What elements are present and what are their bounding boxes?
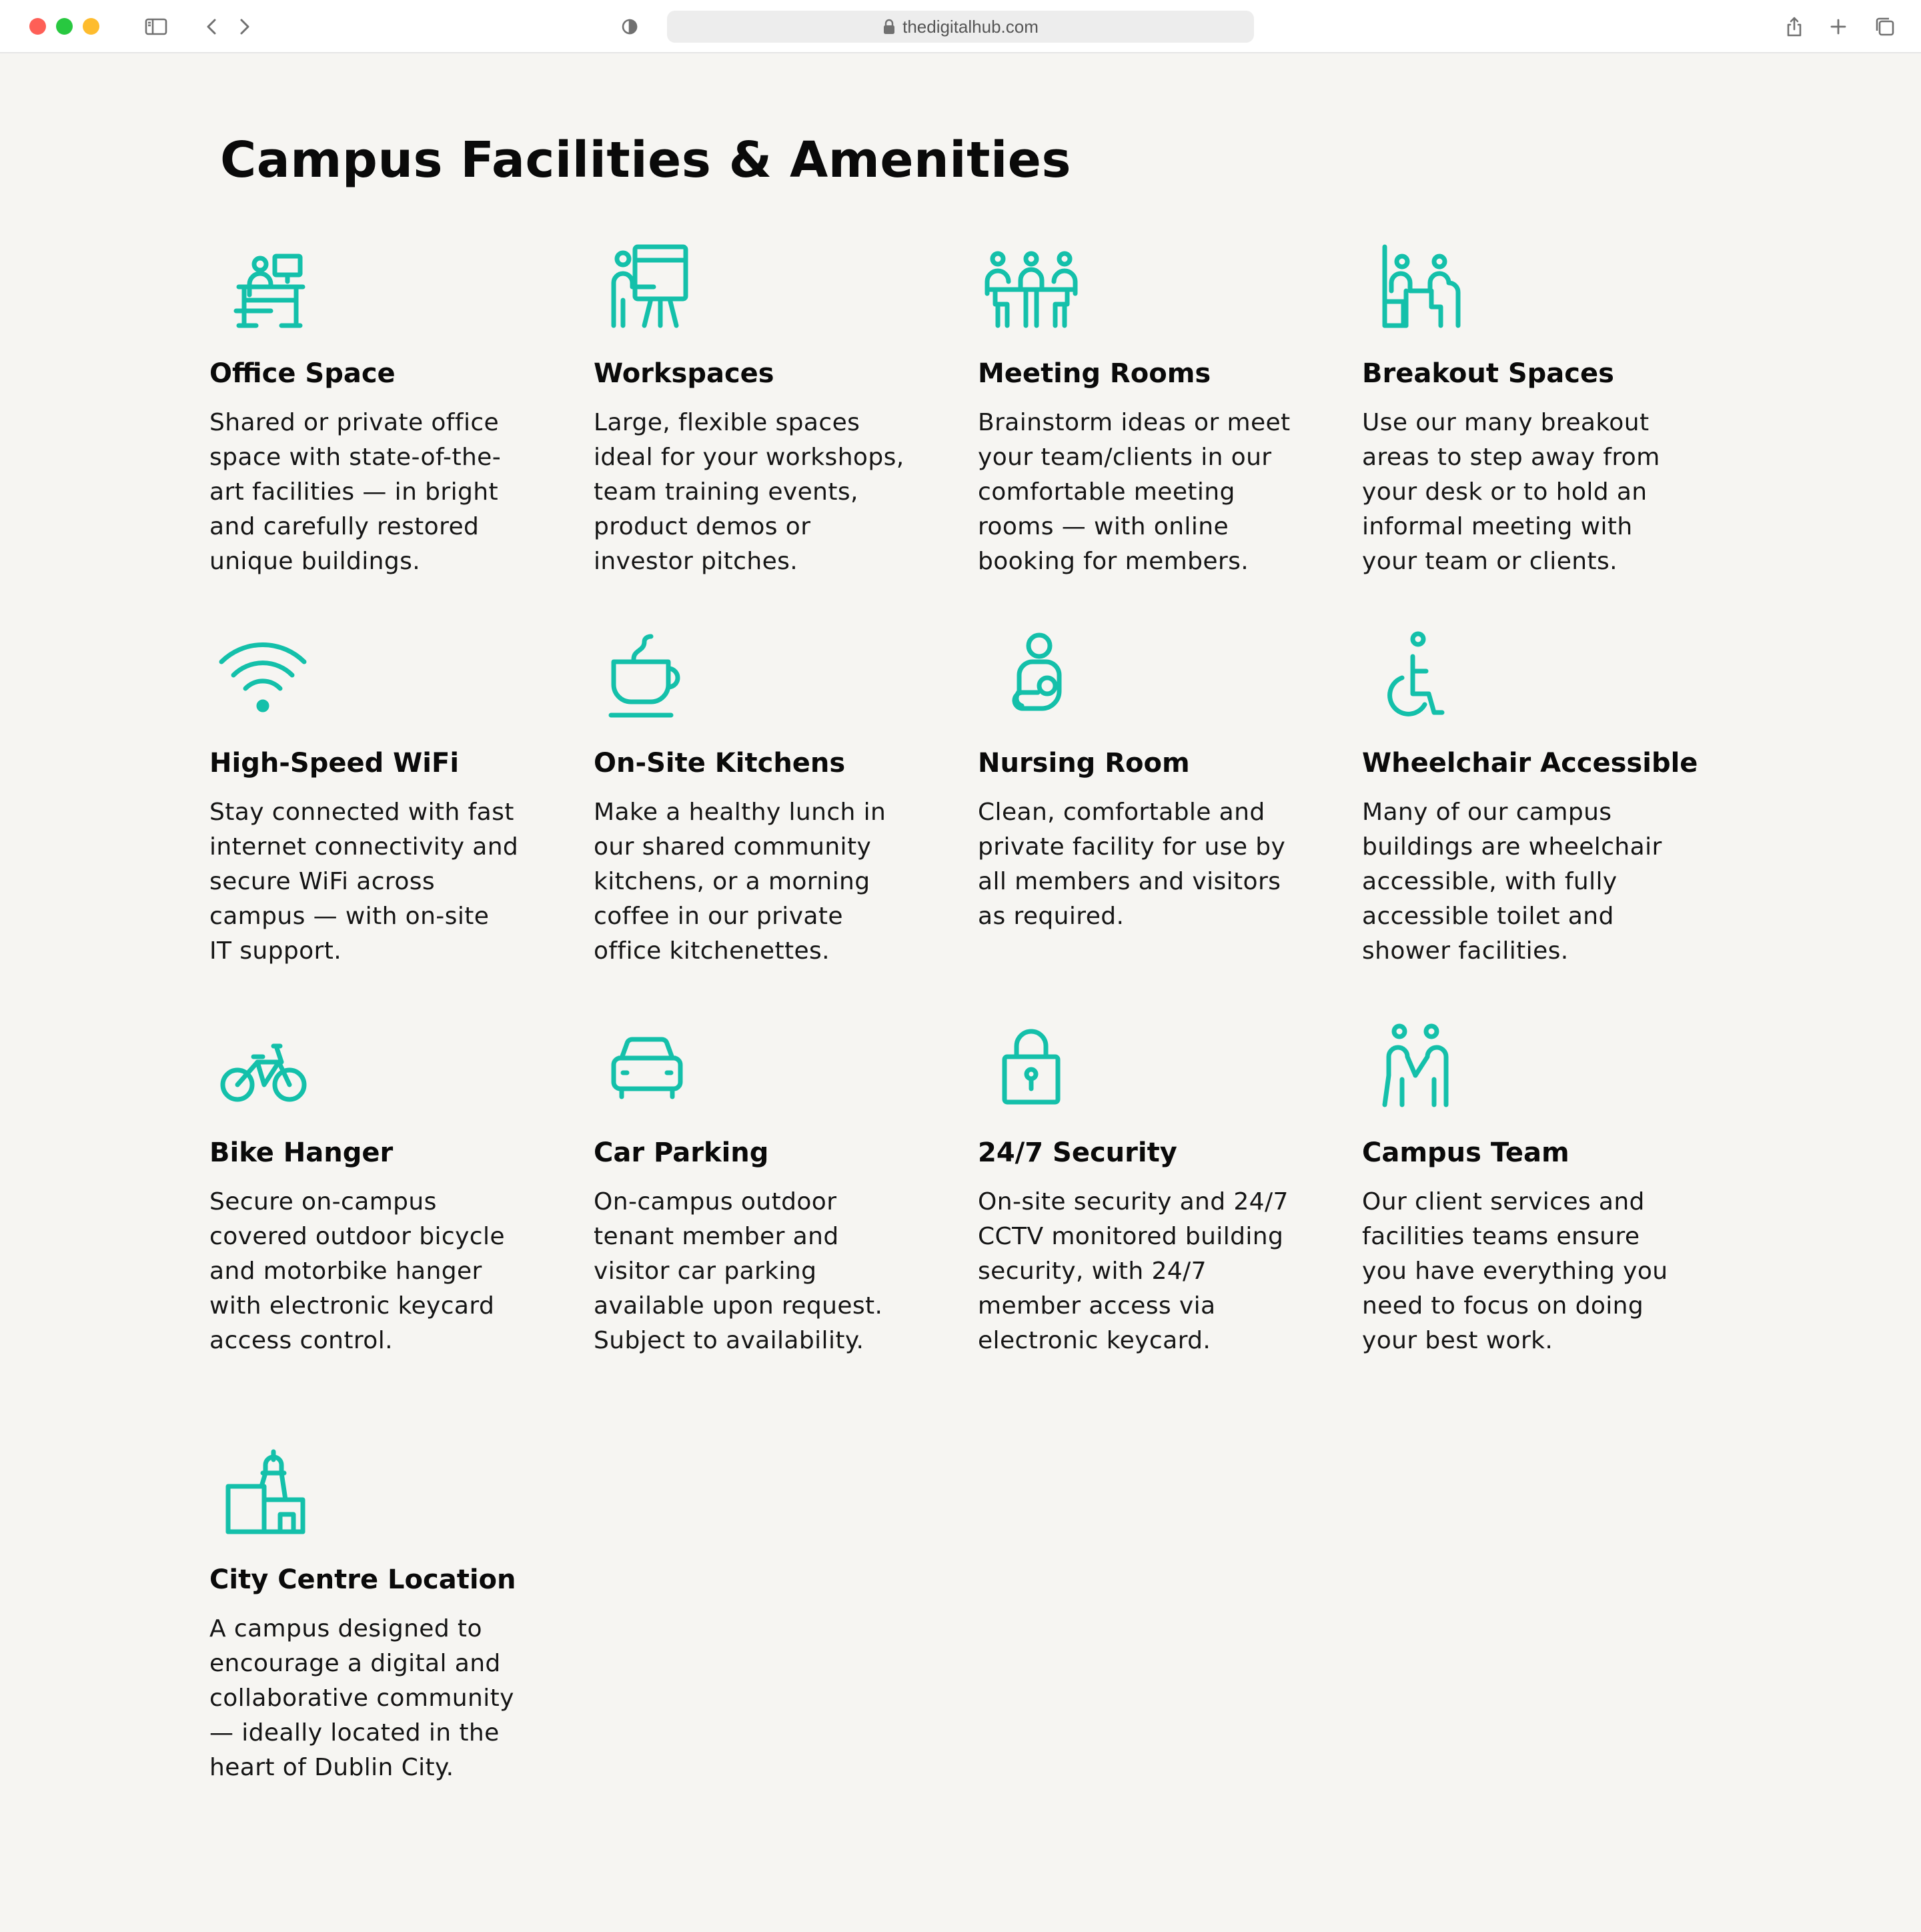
facility-description: Many of our campus buildings are wheelchair accessible, with fully accessible toilet and shower facilities.: [1362, 799, 1662, 965]
facility-description: Brainstorm ideas or meet your team/clients in our comfortable meeting rooms — with online booking for members.: [978, 409, 1291, 575]
zoom-window-button[interactable]: [83, 18, 99, 35]
presentation-icon: [594, 240, 700, 334]
facility-description: Stay connected with fast internet connectivity and secure WiFi across campus — with on-site IT support.: [209, 799, 519, 965]
facility-title: High-Speed WiFi: [209, 748, 460, 779]
new-tab-plus-icon[interactable]: [1825, 13, 1852, 40]
facility-title: Campus Team: [1362, 1137, 1569, 1168]
browser-toolbar: [0, 0, 1921, 53]
share-icon[interactable]: [1781, 13, 1808, 40]
facility-description: On-campus outdoor tenant member and visitor car parking available upon request. Subject to availability.: [594, 1188, 883, 1354]
url-text: thedigitalhub.com: [902, 16, 1039, 37]
facility-card-office-space: [209, 240, 523, 630]
address-bar[interactable]: [667, 11, 1254, 43]
facility-description: On-site security and 24/7 CCTV monitored building security, with 24/7 member access via electronic keycard.: [978, 1188, 1289, 1354]
facility-card-security: [978, 1019, 1291, 1442]
forward-chevron-icon[interactable]: [231, 13, 257, 40]
facilities-grid: [209, 240, 1746, 1785]
facility-description: Use our many breakout areas to step away from your desk or to hold an informal meeting with your team or clients.: [1362, 409, 1660, 575]
facility-title: Car Parking: [594, 1137, 769, 1168]
sidebar-toggle-icon[interactable]: [143, 13, 169, 40]
facility-title: Workspaces: [594, 358, 774, 389]
facility-description: A campus designed to encourage a digital and collaborative community — ideally located in the heart of Dublin City.: [209, 1615, 514, 1781]
privacy-shield-icon[interactable]: [616, 13, 643, 40]
wifi-icon: [209, 630, 316, 723]
facility-description: Make a healthy lunch in our shared community kitchens, or a morning coffee in our private office kitchenettes.: [594, 799, 886, 965]
facility-title: City Centre Location: [209, 1564, 516, 1595]
page-title: Campus Facilities & Amenities: [220, 131, 1072, 189]
padlock-icon: [978, 1019, 1085, 1113]
facility-title: Office Space: [209, 358, 396, 389]
breakout-chat-icon: [1362, 240, 1469, 334]
meeting-table-icon: [978, 240, 1085, 334]
lock-icon: [882, 19, 896, 35]
facility-card-bike-hanger: [209, 1019, 523, 1442]
back-chevron-icon[interactable]: [199, 13, 225, 40]
tab-overview-icon[interactable]: [1872, 13, 1898, 40]
coffee-cup-icon: [594, 630, 700, 723]
facility-card-car-parking: [594, 1019, 907, 1442]
team-handshake-icon: [1362, 1019, 1469, 1113]
facility-title: Bike Hanger: [209, 1137, 394, 1168]
facility-card-kitchens: [594, 630, 907, 1019]
facility-description: Large, flexible spaces ideal for your workshops, team training events, product demos or investor pitches.: [594, 409, 904, 575]
bicycle-icon: [209, 1019, 316, 1113]
facility-card-meeting-rooms: [978, 240, 1291, 630]
office-desk-icon: [209, 240, 316, 334]
city-buildings-icon: [209, 1446, 316, 1540]
facility-card-workspaces: [594, 240, 907, 630]
facility-card-city-centre: [209, 1442, 523, 1785]
facility-description: Clean, comfortable and private facility for use by all members and visitors as required.: [978, 799, 1286, 930]
facility-title: On-Site Kitchens: [594, 748, 846, 779]
car-icon: [594, 1019, 700, 1113]
facility-title: Breakout Spaces: [1362, 358, 1614, 389]
close-window-button[interactable]: [29, 18, 46, 35]
facility-title: Meeting Rooms: [978, 358, 1211, 389]
facility-title: Wheelchair Accessible: [1362, 748, 1698, 779]
wheelchair-icon: [1362, 630, 1469, 723]
facility-card-nursing-room: [978, 630, 1291, 1019]
facility-card-breakout-spaces: [1362, 240, 1676, 630]
facility-title: Nursing Room: [978, 748, 1190, 779]
facility-card-wheelchair: [1362, 630, 1698, 1019]
facility-description: Secure on-campus covered outdoor bicycle and motorbike hanger with electronic keycard access control.: [209, 1188, 505, 1354]
minimize-window-button[interactable]: [56, 18, 73, 35]
nursing-icon: [978, 630, 1085, 723]
facility-card-campus-team: [1362, 1019, 1676, 1442]
facility-description: Our client services and facilities teams ensure you have everything you need to focus on doing your best work.: [1362, 1188, 1668, 1354]
facility-card-wifi: [209, 630, 523, 1019]
facility-description: Shared or private office space with state-of-the- art facilities — in bright and carefully restored unique buildings.: [209, 409, 502, 575]
facility-title: 24/7 Security: [978, 1137, 1177, 1168]
